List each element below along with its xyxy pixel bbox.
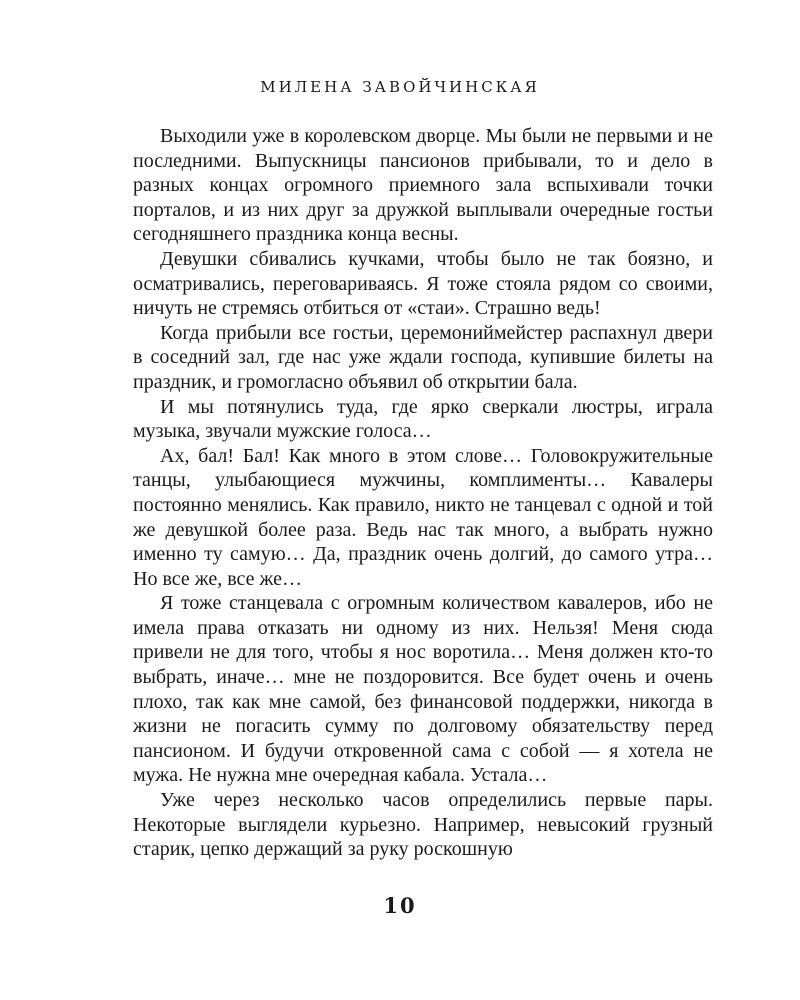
paragraph: Ах, бал! Бал! Как много в этом слове… Головокружительные танцы, улыбающиеся мужчины, комплименты… Кавалеры постоянно менялись. Как правило, никто не танцевал с одной и той же девушкой более раза. Ведь нас так много, а выбрать нужно именно ту самую… Да, праздник очень долгий, до самого утра… Но все же, все же… bbox=[133, 444, 713, 590]
paragraph: И мы потянулись туда, где ярко сверкали люстры, играла музыка, звучали мужские голоса… bbox=[133, 395, 713, 443]
paragraph: Уже через несколько часов определились первые пары. Некоторые выглядели курьезно. Например, невысокий грузный старик, цепко держащий за руку роскошную bbox=[133, 789, 713, 861]
paragraph: Выходили уже в королевском дворце. Мы были не первыми и не последними. Выпускницы пансионов прибывали, то и дело в разных концах огромного приемного зала вспыхивали точки порталов, и из них друг за дружкой выплывали очередные гостьи сегодняшнего праздника конца весны. bbox=[133, 125, 713, 246]
paragraph: Я тоже станцевала с огромным количеством кавалеров, ибо не имела права отказать ни одному из них. Нельзя! Меня сюда привели не для того, чтобы я нос воротила… Меня должен кто-то выбрать, иначе… мне не поздоровится. Все будет очень и очень плохо, так как мне самой, без финансовой поддержки, никогда в жизни не погасить сумму по долговому обязательству перед пансионом. И будучи откровенной сама с собой — я хотела не мужа. Не нужна мне очередная кабала. Устала… bbox=[133, 592, 713, 787]
paragraph: Когда прибыли все гостьи, церемониймейстер распахнул двери в соседний зал, где нас уже ждали господа, купившие билеты на праздник, и громогласно объявил об открытии бала. bbox=[133, 321, 713, 393]
body-text bbox=[133, 124, 713, 862]
page-number: 10 bbox=[383, 893, 417, 918]
running-head-author: МИЛЕНА ЗАВОЙЧИНСКАЯ bbox=[260, 78, 540, 96]
paragraph: Девушки сбивались кучками, чтобы было не так боязно, и осматривались, переговариваясь. Я тоже стояла рядом со своими, ничуть не стремясь отбиться от «стаи». Страшно ведь! bbox=[133, 247, 713, 320]
